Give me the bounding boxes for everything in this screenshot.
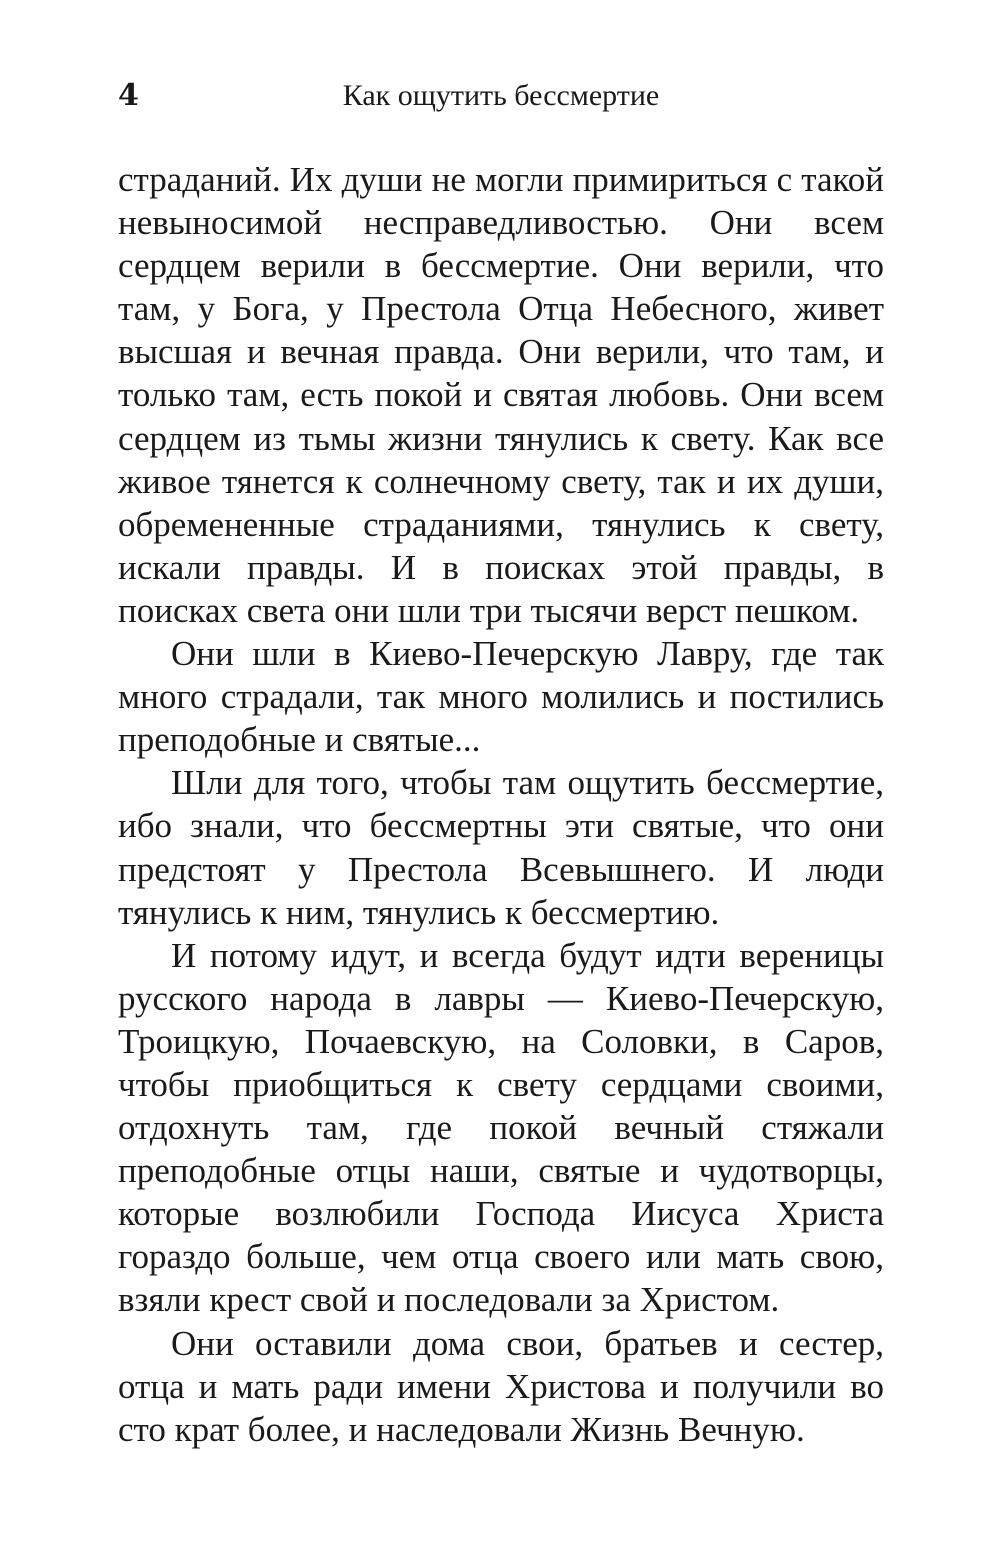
page-header [118,70,884,120]
paragraph: Шли для того, чтобы там ощутить бессмертие, ибо знали, что бессмертны эти святые, что они предстоят у Престола Всевышнего. И люди тянулись к ним, тянулись к бессмертию. [118,763,884,932]
running-title: Как ощутить бессмертие [342,79,660,112]
page-number: 4 [118,78,139,113]
paragraph: Они оставили дома свои, братьев и сестер, отца и мать ради имени Христова и получили во сто крат более, и наследовали Жизнь Вечную. [118,1323,884,1449]
paragraph: И потому идут, и всегда будут идти вереницы русского народа в лавры — Киево-Печерскую, Троицкую, Почаевскую, на Соловки, в Саров, чтобы приобщиться к свету сердцами своими, отдохнуть там, где покой вечный стяжали преподобные отцы наши, святые и чудотворцы, которые возлюбили Господа Иисуса Христа гораздо больше, чем отца своего или мать свою, взяли крест свой и последовали за Христом. [118,935,884,1320]
paragraph: Они шли в Киево-Печерскую Лавру, где так много страдали, так много молились и постились преподобные и святые... [118,634,884,760]
body-text [118,158,884,1451]
paragraph-continued: страданий. Их души не могли примириться с такой невыносимой несправедливостью. Они всем сердцем верили в бессмертие. Они верили, что там, у Бога, у Престола Отца Небесного, живет высшая и вечная правда. Они верили, что там, и только там, есть покой и святая любовь. Они всем сердцем из тьмы жизни тянулись к свету. Как все живое тянется к солнечному свету, так и их души, обремененные страданиями, тянулись к свету, искали правды. И в поисках этой правды, в поисках света они шли три тысячи верст пешком. [118,160,884,630]
